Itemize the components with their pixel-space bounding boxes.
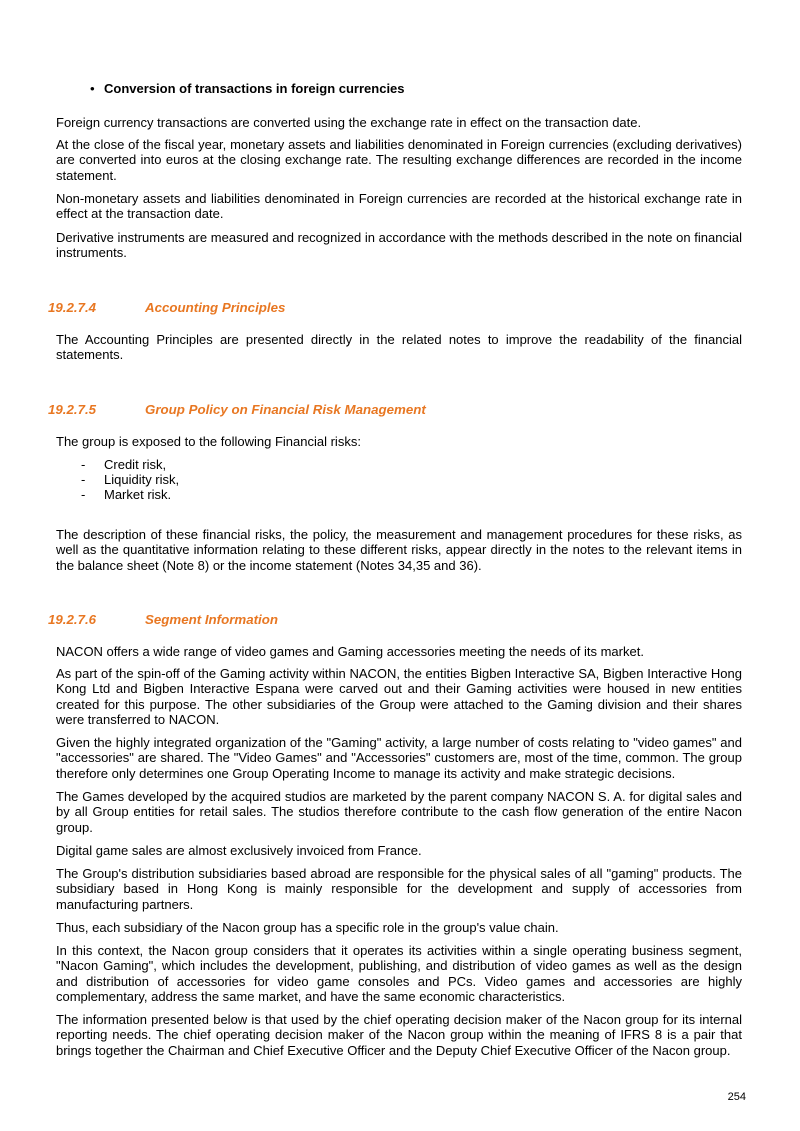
segment-paragraph: The information presented below is that used by the chief operating decision maker of the Nacon group for its internal reporting needs. The chief operating decision maker of the Nacon group within the meaning of IFRS 8 is a pair that brings together the Chairman and Chief Executive Officer and the Deputy Chief Executive Officer of the Nacon group. [56,1012,742,1058]
section-title-5: Group Policy on Financial Risk Management [145,402,426,417]
paragraph-fx-2: At the close of the fiscal year, monetary assets and liabilities denominated in Foreign currencies (excluding derivatives) are converted into euros at the closing exchange rate. The resulting exchange differences are recorded in the income statement. [56,137,742,183]
bullet-symbol: • [90,81,95,96]
paragraph-risk-description: The description of these financial risks, the policy, the measurement and management procedures for these risks, as well as the quantitative information relating to these different risks, appear directly in the notes to the relevant items in the balance sheet (Note 8) or the income statement (Notes 34,35 and 36). [56,527,742,573]
segment-paragraph: The Games developed by the acquired studios are marketed by the parent company NACON S. A. for digital sales and by all Group entities for retail sales. The studios therefore contribute to the cash flow generation of the entire Nacon group. [56,789,742,835]
risk-dash-1: - [81,457,86,472]
section-title-4: Accounting Principles [145,300,286,315]
risk-item-credit: Credit risk, [104,457,167,472]
risk-dash-2: - [81,472,86,487]
paragraph-fx-3: Non-monetary assets and liabilities denominated in Foreign currencies are recorded at the historical exchange rate in effect at the transaction date. [56,191,742,222]
section-number-5: 19.2.7.5 [48,402,97,417]
segment-paragraph: In this context, the Nacon group considers that it operates its activities within a single operating business segment, "Nacon Gaming", which includes the development, publishing, and distribution of video games as well as the design and distribution of accessories for video game consoles and PCs. Video games and accessories are highly complementary, address the same market, and have the same economic characteristics. [56,943,742,1004]
segment-paragraph: Given the highly integrated organization of the "Gaming" activity, a large number of costs relating to "video games" and "accessories" are shared. The "Video Games" and "Accessories" customers are, most of the time, common. The group therefore only determines one Group Operating Income to manage its activity and make strategic decisions. [56,735,742,781]
segment-paragraph: NACON offers a wide range of video games and Gaming accessories meeting the needs of its market. [56,644,644,659]
segment-paragraph: As part of the spin-off of the Gaming activity within NACON, the entities Bigben Interactive SA, Bigben Interactive Hong Kong Ltd and Bigben Interactive Espana were carved out and their Gaming activities were housed in new entities created for this purpose. The other subsidiaries of the Group were attached to the Gaming division and their shares were transferred to NACON. [56,666,742,727]
paragraph-risk-intro: The group is exposed to the following Financial risks: [56,434,361,449]
bullet-heading-fx: Conversion of transactions in foreign currencies [104,81,405,96]
segment-paragraph: The Group's distribution subsidiaries based abroad are responsible for the physical sales of all "gaming" products. The subsidiary based in Hong Kong is mainly responsible for the development and supply of accessories from manufacturing partners. [56,866,742,912]
risk-dash-3: - [81,487,86,502]
segment-paragraph: Digital game sales are almost exclusively invoiced from France. [56,843,422,858]
paragraph-accounting-principles: The Accounting Principles are presented directly in the related notes to improve the readability of the financial statements. [56,332,742,363]
page-number: 254 [727,1091,746,1103]
section-title-6: Segment Information [145,612,278,627]
risk-item-liquidity: Liquidity risk, [104,472,180,487]
paragraph-fx-1: Foreign currency transactions are converted using the exchange rate in effect on the transaction date. [56,115,642,130]
section-number-4: 19.2.7.4 [48,300,97,315]
section-number-6: 19.2.7.6 [48,612,97,627]
risk-item-market: Market risk. [104,487,172,502]
paragraph-fx-4: Derivative instruments are measured and recognized in accordance with the methods described in the note on financial instruments. [56,230,742,261]
segment-paragraph: Thus, each subsidiary of the Nacon group has a specific role in the group's value chain. [56,920,559,935]
